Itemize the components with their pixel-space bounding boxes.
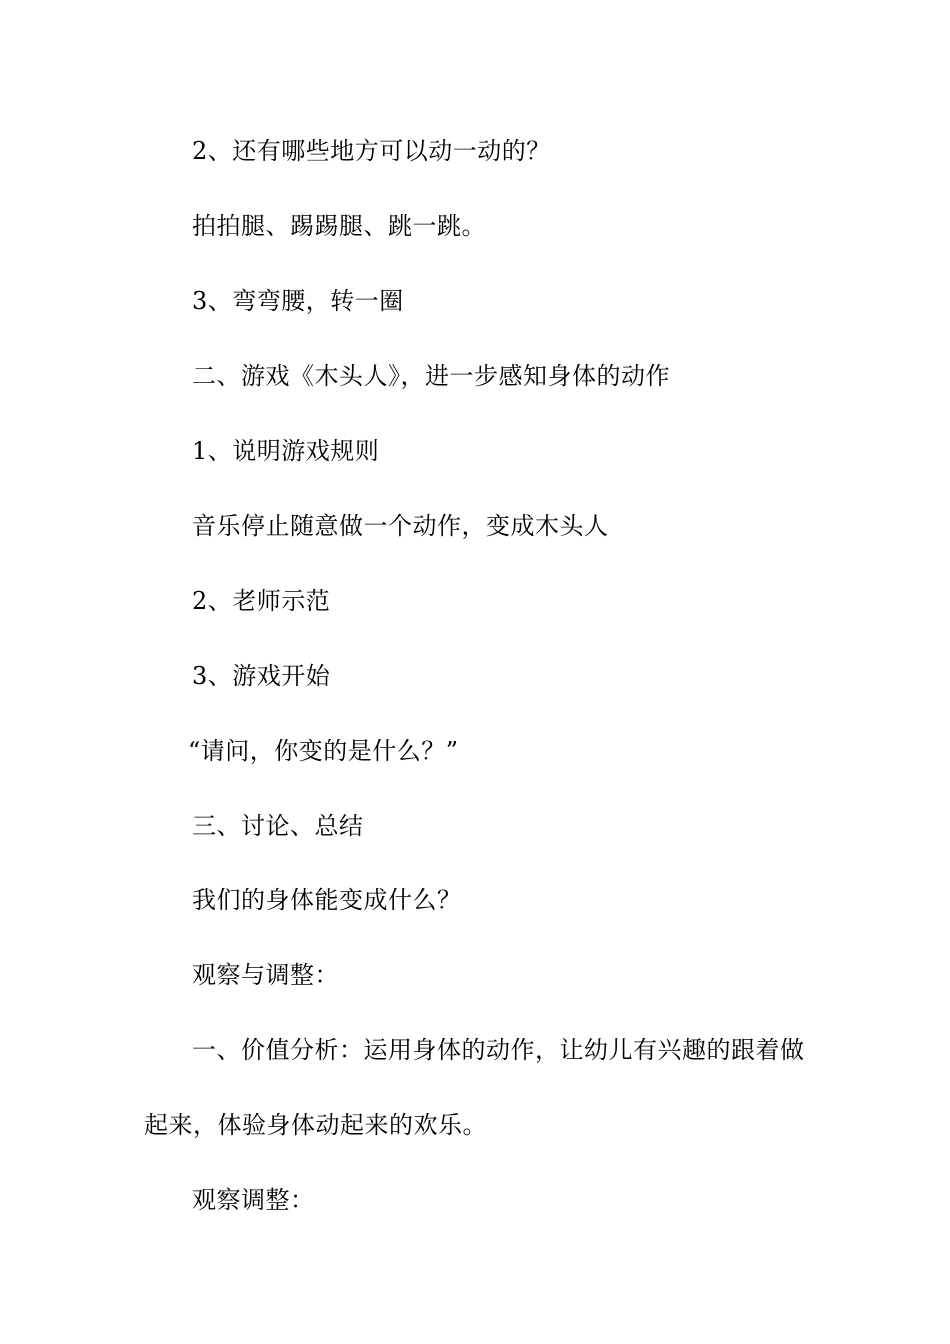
paragraph-line: 我们的身体能变成什么？ xyxy=(192,886,462,914)
paragraph-line: 1、说明游戏规则 xyxy=(192,437,380,465)
paragraph-line: 观察与调整： xyxy=(192,961,339,989)
paragraph-line: 一、价值分析：运用身体的动作，让幼儿有兴趣的跟着做 xyxy=(192,1036,805,1064)
paragraph-line: “请问，你变的是什么？” xyxy=(188,737,459,765)
paragraph-line: 拍拍腿、踢踢腿、跳一跳。 xyxy=(192,212,486,240)
paragraph-line: 起来，体验身体动起来的欢乐。 xyxy=(144,1111,487,1139)
paragraph-line: 3、游戏开始 xyxy=(192,662,331,690)
paragraph-line: 3、弯弯腰，转一圈 xyxy=(192,287,404,315)
paragraph-line: 2、还有哪些地方可以动一动的？ xyxy=(192,137,551,165)
paragraph-line: 音乐停止随意做一个动作，变成木头人 xyxy=(192,512,609,540)
paragraph-line: 2、老师示范 xyxy=(192,587,331,615)
paragraph-line: 观察调整： xyxy=(192,1186,315,1214)
section-heading: 二、游戏《木头人》，进一步感知身体的动作 xyxy=(192,362,670,390)
section-heading: 三、讨论、总结 xyxy=(192,812,364,840)
